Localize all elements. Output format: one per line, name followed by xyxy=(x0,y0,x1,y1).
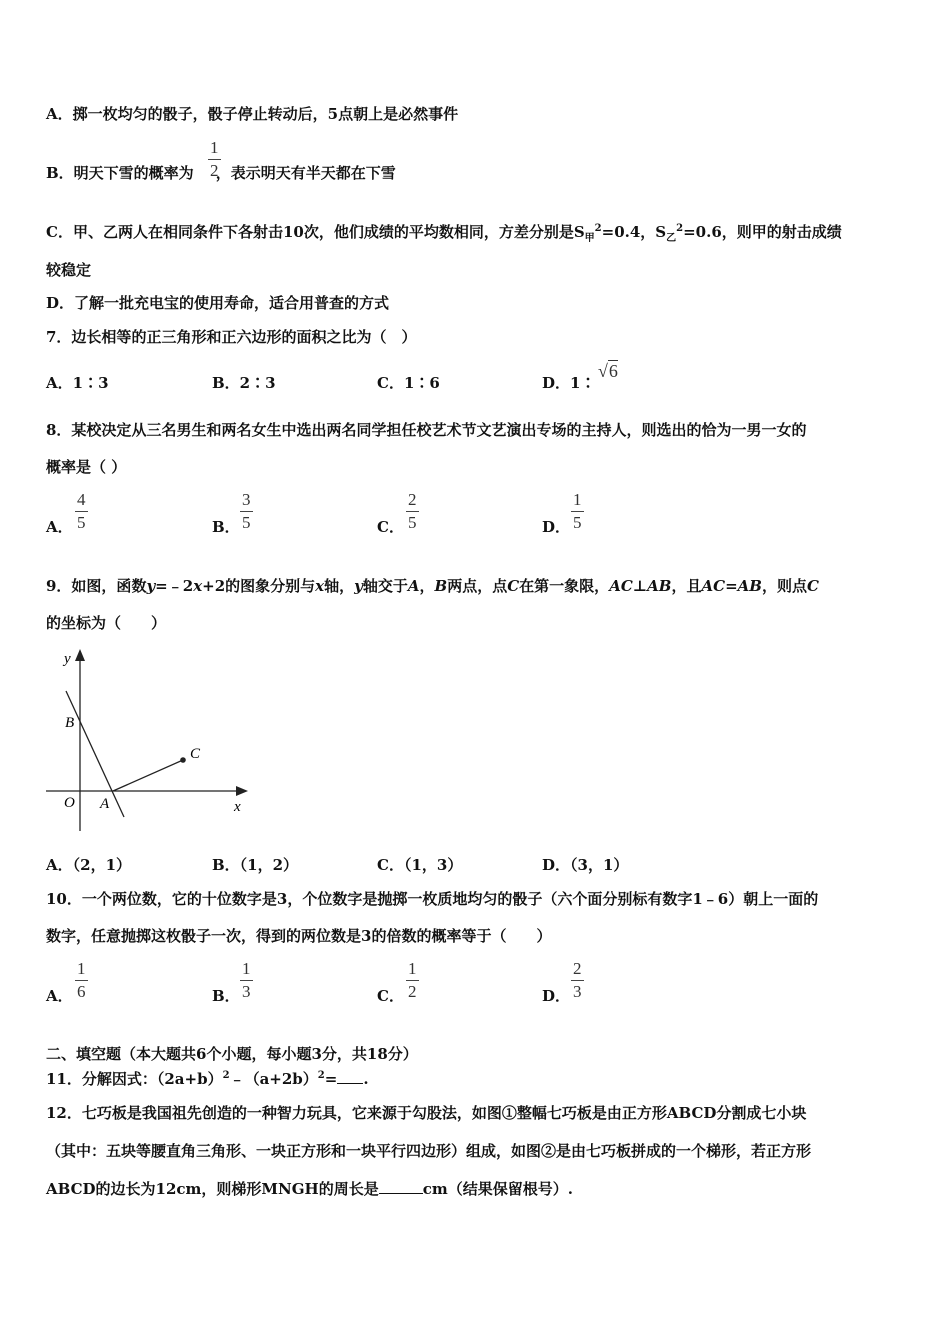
q6-c-text: C．甲、乙两人在相同条件下各射击10次，他们成绩的平均数相同，方差分别是S xyxy=(46,223,585,241)
q11-text: ﹣（a+2b） xyxy=(229,1070,318,1088)
section-2-title: 二、填空题（本大题共6个小题，每小题3分，共18分） xyxy=(46,1045,418,1063)
sqrt-radicand: 6 xyxy=(608,361,618,381)
q10-option-a-fraction xyxy=(75,959,88,1002)
q9-text: ，则点 xyxy=(762,577,808,595)
fraction-numerator: 1 xyxy=(408,959,417,978)
q9-text: 在第一象限， xyxy=(519,577,610,595)
sqrt-sign: √ xyxy=(598,361,608,381)
fraction-numerator: 3 xyxy=(242,490,251,509)
q8-option-d-label: D． xyxy=(542,518,571,536)
q9-option-a: A．（2，1） xyxy=(46,856,132,874)
q8-stem-line2: 概率是（ ） xyxy=(46,458,127,476)
y-axis-arrow-icon xyxy=(75,649,85,661)
q9-text: ， xyxy=(419,577,435,595)
q9-var-ac: AC xyxy=(701,577,726,595)
point-b-label: B xyxy=(65,715,75,731)
q9-graph-figure xyxy=(44,645,254,837)
q7-sqrt6 xyxy=(598,361,618,382)
q7-stem: 7．边长相等的正三角形和正六边形的面积之比为（ ） xyxy=(46,328,417,346)
q9-text: 轴交于 xyxy=(362,577,408,595)
q11-sup: 2 xyxy=(317,1070,325,1081)
q6-option-c-line1 xyxy=(46,221,842,244)
fraction-denominator: 5 xyxy=(408,513,417,532)
fraction-numerator: 1 xyxy=(210,138,219,157)
q9-text: 两点，点 xyxy=(447,577,508,595)
q10-option-a-label: A． xyxy=(46,987,73,1005)
point-c-label: C xyxy=(190,746,201,762)
q6-option-b-text-post: ，表示明天有半天都在下雪 xyxy=(215,164,396,182)
fraction-numerator: 4 xyxy=(77,490,86,509)
q10-option-d-label: D． xyxy=(542,987,571,1005)
q9-var-x: x xyxy=(315,577,325,595)
q9-option-b: B．（1，2） xyxy=(212,856,299,874)
q12-stem-line1: 12．七巧板是我国祖先创造的一种智力玩具，它来源于勾股法，如图①整幅七巧板是由正方形ABCD分割成七小块 xyxy=(46,1104,807,1122)
q11-answer-blank[interactable] xyxy=(337,1083,363,1084)
q9-text: +2的图象分别与 xyxy=(202,577,316,595)
q8-option-d-fraction xyxy=(571,490,584,533)
q12-stem-line3 xyxy=(46,1178,573,1199)
fraction-denominator: 5 xyxy=(573,513,582,532)
q6-c-mid: =0.4，S xyxy=(601,223,667,241)
q9-var-ab: AB xyxy=(737,577,762,595)
q8-option-b-fraction xyxy=(240,490,253,533)
q11-text: 11．分解因式：（2a+b） xyxy=(46,1070,223,1088)
fraction-denominator: 2 xyxy=(210,161,219,180)
q9-text: 轴， xyxy=(324,577,355,595)
q7-option-a: A．1∶3 xyxy=(46,374,109,392)
q9-var-b: B xyxy=(434,577,448,595)
q9-var-x: x xyxy=(193,577,203,595)
q7-option-d: D．1∶ xyxy=(542,374,596,392)
q9-option-d: D．（3，1） xyxy=(542,856,629,874)
q10-option-b-fraction xyxy=(240,959,253,1002)
q6-option-b-text: B．明天下雪的概率为 xyxy=(46,164,194,182)
x-axis-label: x xyxy=(234,799,241,815)
q8-option-a-fraction xyxy=(75,490,88,533)
segment-ac xyxy=(113,760,183,791)
q10-stem-line1: 10．一个两位数，它的十位数字是3，个位数字是抛掷一枚质地均匀的骰子（六个面分别标有数字1﹣6）朝上一面的 xyxy=(46,890,819,908)
q9-stem-line2: 的坐标为（ ） xyxy=(46,614,167,632)
point-c xyxy=(180,757,186,763)
q12-answer-blank[interactable] xyxy=(379,1193,423,1194)
fraction-denominator: 2 xyxy=(408,982,417,1001)
q6-option-b xyxy=(46,162,396,183)
fraction-denominator: 3 xyxy=(242,982,251,1001)
q9-text: 9．如图，函数 xyxy=(46,577,147,595)
q9-stem-line1 xyxy=(46,575,819,596)
fraction-denominator: 5 xyxy=(77,513,86,532)
q6-option-d: D．了解一批充电宝的使用寿命，适合用普查的方式 xyxy=(46,294,390,312)
q12-stem-line2: （其中：五块等腰直角三角形、一块正方形和一块平行四边形）组成，如图②是由七巧板拼成的一个梯形，若正方形 xyxy=(46,1142,812,1160)
fraction-numerator: 2 xyxy=(408,490,417,509)
q11-stem xyxy=(46,1068,369,1089)
q10-option-c-fraction xyxy=(406,959,419,1002)
q11-text: = xyxy=(324,1070,338,1088)
q9-text: =﹣2 xyxy=(155,577,194,595)
fraction-numerator: 1 xyxy=(573,490,582,509)
q8-option-a-label: A． xyxy=(46,518,73,536)
q8-stem-line1: 8．某校决定从三名男生和两名女生中选出两名同学担任校艺术节文艺演出专场的主持人，则选出的恰为一男一女的 xyxy=(46,421,807,439)
q8-option-c-fraction xyxy=(406,490,419,533)
q10-option-d-fraction xyxy=(571,959,584,1002)
q9-var-ac: AC xyxy=(609,577,633,595)
q11-text: . xyxy=(363,1070,369,1088)
q12-text: cm（结果保留根号）. xyxy=(422,1180,573,1198)
q7-option-c: C．1∶6 xyxy=(377,374,440,392)
q11-sup: 2 xyxy=(222,1070,230,1081)
q8-option-c-label: C． xyxy=(377,518,404,536)
q8-option-b-label: B． xyxy=(212,518,240,536)
fraction-numerator: 1 xyxy=(77,959,86,978)
point-a-label: A xyxy=(100,796,110,812)
x-axis-arrow-icon xyxy=(236,786,248,796)
q9-text: = xyxy=(725,577,738,595)
q12-text: ABCD的边长为12cm，则梯形MNGH的周长是 xyxy=(46,1180,379,1198)
fraction-denominator: 6 xyxy=(77,982,86,1001)
q10-option-c-label: C． xyxy=(377,987,404,1005)
q10-stem-line2: 数字，任意抛掷这枚骰子一次，得到的两位数是3的倍数的概率等于（ ） xyxy=(46,927,552,945)
fraction-denominator: 3 xyxy=(573,982,582,1001)
q9-var-y: y xyxy=(146,577,156,595)
q9-perp: ⊥ xyxy=(632,577,648,595)
q6-b-fraction xyxy=(208,138,221,181)
origin-label: O xyxy=(64,795,75,811)
q9-text: ，且 xyxy=(671,577,702,595)
q9-var-ab: AB xyxy=(647,577,672,595)
q6-c-post: =0.6，则甲的射击成绩 xyxy=(683,223,842,241)
fraction-numerator: 1 xyxy=(242,959,251,978)
q9-var-c: C xyxy=(807,577,819,595)
q9-option-c: C．（1，3） xyxy=(377,856,463,874)
q10-option-b-label: B． xyxy=(212,987,240,1005)
q6-c-sup2: 2 xyxy=(676,223,684,234)
fraction-numerator: 2 xyxy=(573,959,582,978)
q6-option-c-line2: 较稳定 xyxy=(46,261,92,279)
q6-c-sub-yi: 乙 xyxy=(666,233,677,244)
q9-var-a: A xyxy=(407,577,420,595)
q9-var-y: y xyxy=(354,577,363,595)
q6-option-a: A．掷一枚均匀的骰子，骰子停止转动后，5点朝上是必然事件 xyxy=(46,105,459,123)
fraction-denominator: 5 xyxy=(242,513,251,532)
q6-c-sub-jia: 甲 xyxy=(584,233,595,244)
q9-var-c: C xyxy=(507,577,520,595)
q6-c-sup1: 2 xyxy=(594,223,602,234)
q7-option-b: B．2∶3 xyxy=(212,374,276,392)
y-axis-label: y xyxy=(64,651,71,667)
